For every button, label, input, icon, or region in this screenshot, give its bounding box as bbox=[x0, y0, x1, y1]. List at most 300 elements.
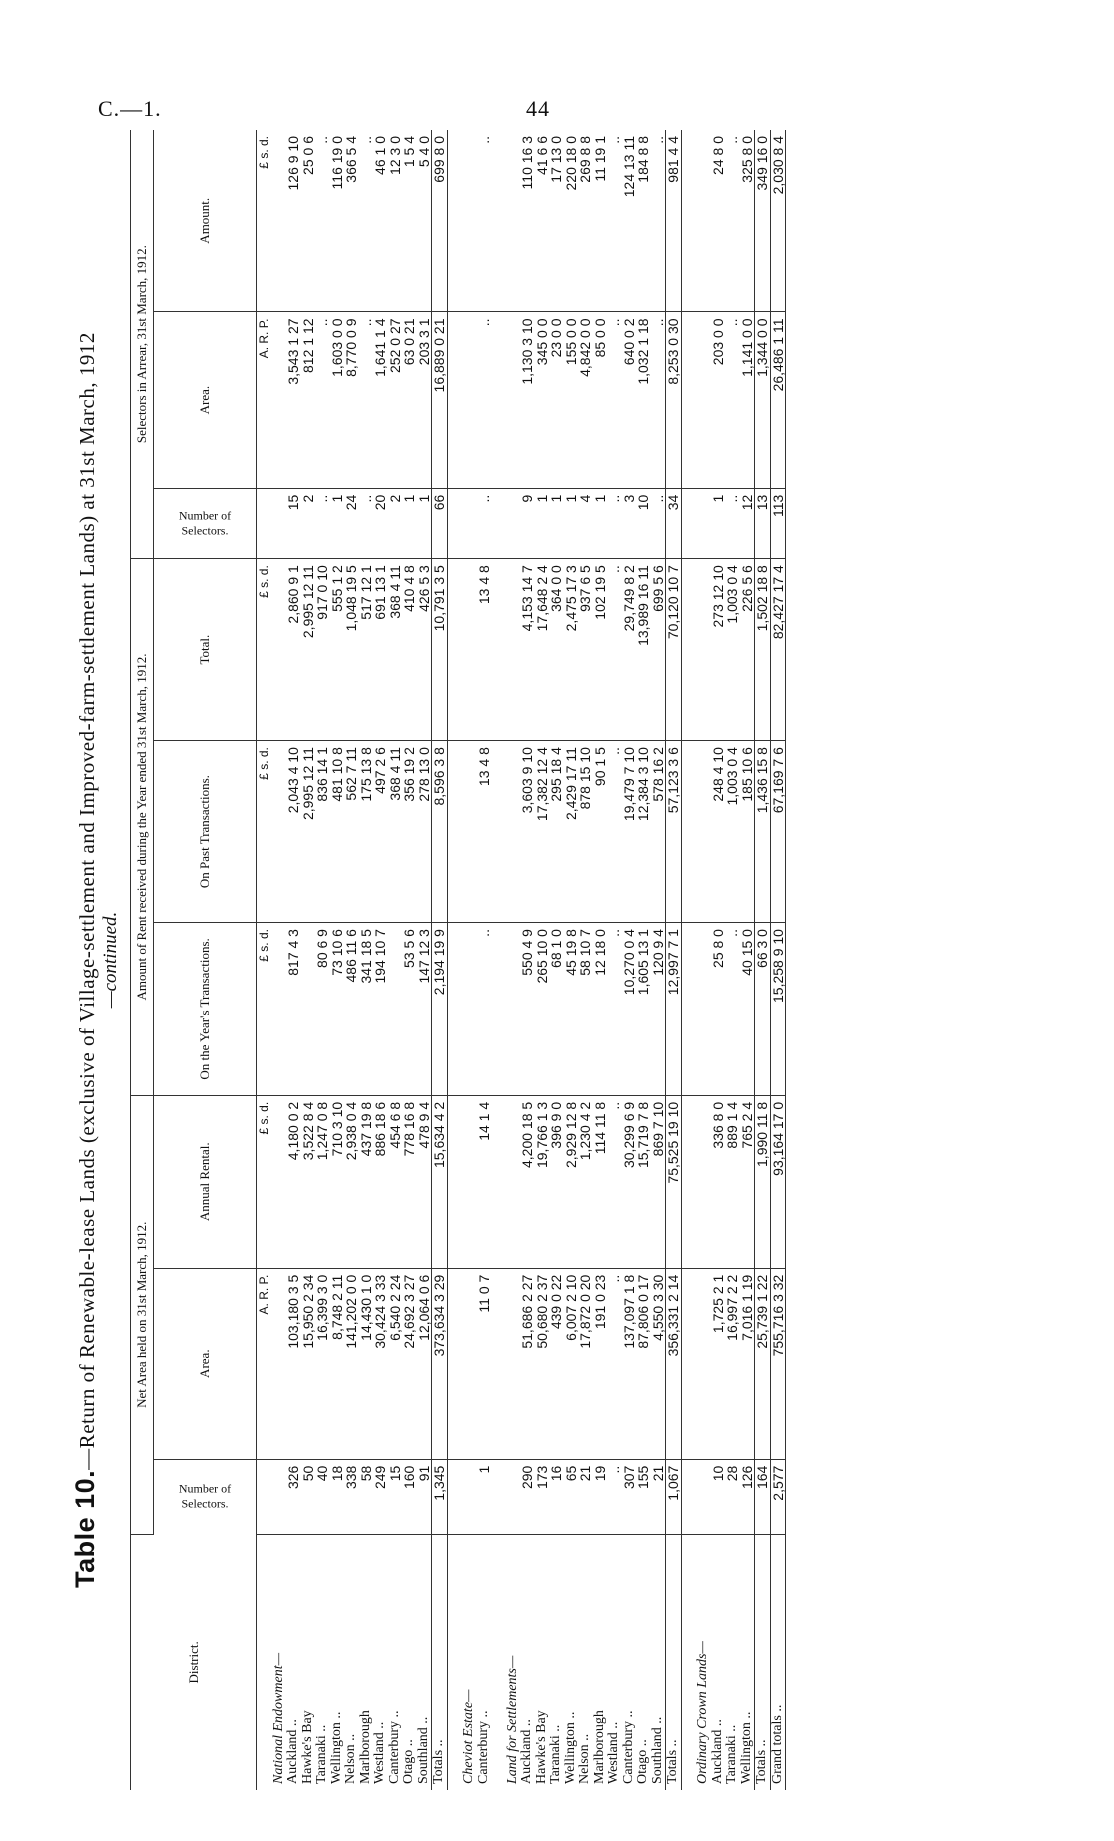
value-cell: 34 bbox=[666, 488, 682, 558]
value-cell: 103,180 3 5 bbox=[286, 1268, 301, 1459]
value-cell: 65 bbox=[564, 1459, 579, 1534]
value-cell: 699 8 0 bbox=[432, 130, 448, 312]
table-row bbox=[315, 130, 330, 1790]
spacer-row bbox=[447, 130, 462, 1790]
value-cell: 368 4 11 bbox=[388, 741, 403, 923]
value-cell: .. bbox=[607, 488, 622, 558]
district-cell: Hawke's Bay bbox=[533, 1710, 549, 1784]
spacer-cell bbox=[491, 741, 506, 923]
value-cell bbox=[506, 1459, 521, 1534]
value-cell: 87,806 0 17 bbox=[636, 1268, 651, 1459]
value-cell: 21 bbox=[651, 1459, 666, 1534]
value-cell: 6,007 2 10 bbox=[564, 1268, 579, 1459]
value-cell: 2,860 9 1 bbox=[286, 559, 301, 741]
district-cell: Taranaki .. bbox=[314, 1724, 329, 1784]
district-cell: Otago .. bbox=[401, 1739, 416, 1784]
value-cell: 155 0 0 bbox=[564, 312, 579, 488]
value-cell: 40 bbox=[315, 1459, 330, 1534]
value-cell: 29,749 8 2 bbox=[622, 559, 637, 741]
district-cell: Taranaki .. bbox=[724, 1724, 739, 1784]
value-cell: 15,950 2 34 bbox=[301, 1268, 316, 1459]
value-cell: 937 6 5 bbox=[578, 559, 593, 741]
value-cell bbox=[272, 1459, 287, 1534]
value-cell bbox=[696, 130, 711, 312]
spacer-cell bbox=[491, 1268, 506, 1459]
value-cell: 1,032 1 18 bbox=[636, 312, 651, 488]
value-cell: 9 bbox=[520, 488, 535, 558]
value-cell: 1,603 0 0 bbox=[330, 312, 345, 488]
value-cell: .. bbox=[607, 1095, 622, 1268]
value-cell: 1,641 1 4 bbox=[373, 312, 388, 488]
value-cell: .. bbox=[477, 923, 492, 1096]
value-cell: 93,164 17 0 bbox=[770, 1095, 786, 1268]
value-cell: .. bbox=[477, 130, 492, 312]
value-cell: 2,429 17 11 bbox=[564, 741, 579, 923]
value-cell: 290 bbox=[520, 1459, 535, 1534]
value-cell: 82,427 17 4 bbox=[770, 559, 786, 741]
value-cell: 53 5 6 bbox=[402, 923, 417, 1096]
value-cell: 366 5 4 bbox=[344, 130, 359, 312]
district-cell: Canterbury .. bbox=[620, 1710, 636, 1784]
value-cell bbox=[696, 1268, 711, 1459]
value-cell: .. bbox=[651, 488, 666, 558]
value-cell: 41 6 6 bbox=[535, 130, 550, 312]
spacer-cell bbox=[491, 1534, 506, 1790]
value-cell: 147 12 3 bbox=[417, 923, 432, 1096]
totals-row bbox=[666, 130, 682, 1790]
value-cell bbox=[696, 1459, 711, 1534]
district-cell: Otago .. bbox=[635, 1739, 650, 1784]
value-cell: 19,766 1 3 bbox=[535, 1095, 550, 1268]
value-cell: 1 bbox=[711, 488, 726, 558]
value-cell: 21 bbox=[578, 1459, 593, 1534]
value-cell: 886 18 6 bbox=[373, 1095, 388, 1268]
table-row bbox=[651, 130, 666, 1790]
header-arrear-number-of-selectors-label: Number of Selectors. bbox=[178, 508, 232, 538]
table-row bbox=[402, 130, 417, 1790]
value-cell bbox=[462, 312, 477, 488]
value-cell: 110 16 3 bbox=[520, 130, 535, 312]
section-header-row bbox=[696, 130, 711, 1790]
value-cell: 295 18 4 bbox=[549, 741, 564, 923]
grand-totals-row bbox=[770, 130, 786, 1790]
value-cell: 3,543 1 27 bbox=[286, 312, 301, 488]
value-cell: 364 0 0 bbox=[549, 559, 564, 741]
value-cell: 164 bbox=[755, 1459, 771, 1534]
value-cell: 11 19 1 bbox=[593, 130, 608, 312]
value-cell: 12,064 0 6 bbox=[417, 1268, 432, 1459]
value-cell: 517 12 1 bbox=[359, 559, 374, 741]
spacer-cell bbox=[447, 488, 462, 558]
district-cell: Ordinary Crown Lands— bbox=[695, 1641, 710, 1784]
value-cell: 40 15 0 bbox=[740, 923, 755, 1096]
value-cell: 1,130 3 10 bbox=[520, 312, 535, 488]
value-cell: 173 bbox=[535, 1459, 550, 1534]
value-cell: 126 bbox=[740, 1459, 755, 1534]
value-cell: 889 1 4 bbox=[725, 1095, 740, 1268]
district-cell: Canterbury .. bbox=[386, 1710, 402, 1784]
value-cell: 1,048 19 5 bbox=[344, 559, 359, 741]
spacer-cell bbox=[447, 1095, 462, 1268]
value-cell: 368 4 11 bbox=[388, 559, 403, 741]
value-cell: 578 16 2 bbox=[651, 741, 666, 923]
value-cell: 67,169 7 6 bbox=[770, 741, 786, 923]
table-title bbox=[70, 130, 101, 1790]
value-cell: 28 bbox=[725, 1459, 740, 1534]
table-row bbox=[636, 130, 651, 1790]
value-cell: 10,791 3 5 bbox=[432, 559, 448, 741]
value-cell: 8,770 0 9 bbox=[344, 312, 359, 488]
value-cell bbox=[272, 130, 287, 312]
value-cell bbox=[696, 741, 711, 923]
value-cell: 248 4 10 bbox=[711, 741, 726, 923]
value-cell bbox=[506, 559, 521, 741]
header-arrear-group: Selectors in Arrear, 31st March, 1912. bbox=[131, 130, 154, 559]
section-header-row bbox=[462, 130, 477, 1790]
value-cell bbox=[272, 1095, 287, 1268]
value-cell: 878 15 10 bbox=[578, 741, 593, 923]
value-cell: 4,842 0 0 bbox=[578, 312, 593, 488]
value-cell: 8,748 2 11 bbox=[330, 1268, 345, 1459]
value-cell: 812 1 12 bbox=[301, 312, 316, 488]
value-cell: 269 8 8 bbox=[578, 130, 593, 312]
value-cell: 20 bbox=[373, 488, 388, 558]
value-cell: .. bbox=[607, 130, 622, 312]
value-cell: 981 4 4 bbox=[666, 130, 682, 312]
value-cell bbox=[506, 488, 521, 558]
value-cell: 356 19 2 bbox=[402, 741, 417, 923]
rotated-table-sheet bbox=[70, 130, 1070, 1790]
table-body bbox=[257, 130, 786, 1790]
spacer-cell bbox=[447, 1534, 462, 1790]
value-cell: .. bbox=[315, 130, 330, 312]
district-cell: Cheviot Estate— bbox=[461, 1689, 476, 1784]
value-cell: .. bbox=[607, 1268, 622, 1459]
value-cell: .. bbox=[315, 312, 330, 488]
spacer-cell bbox=[447, 312, 462, 488]
value-cell: 2,577 bbox=[770, 1459, 786, 1534]
value-cell: 75,525 19 10 bbox=[666, 1095, 682, 1268]
value-cell: 66 3 0 bbox=[755, 923, 771, 1096]
value-cell: .. bbox=[651, 130, 666, 312]
value-cell bbox=[462, 559, 477, 741]
spacer-cell bbox=[447, 559, 462, 741]
value-cell: 126 9 10 bbox=[286, 130, 301, 312]
value-cell: 336 8 0 bbox=[711, 1095, 726, 1268]
value-cell: 1 5 4 bbox=[402, 130, 417, 312]
value-cell bbox=[272, 1268, 287, 1459]
value-cell: 175 13 8 bbox=[359, 741, 374, 923]
header-arrear-number-of-selectors bbox=[154, 488, 257, 558]
value-cell: 345 0 0 bbox=[535, 312, 550, 488]
value-cell: 16,997 2 2 bbox=[725, 1268, 740, 1459]
value-cell: .. bbox=[725, 923, 740, 1096]
value-cell: 325 8 0 bbox=[740, 130, 755, 312]
district-cell: Auckland .. bbox=[285, 1719, 300, 1784]
value-cell: 710 3 10 bbox=[330, 1095, 345, 1268]
value-cell: 410 4 8 bbox=[402, 559, 417, 741]
value-cell: 15,634 4 2 bbox=[432, 1095, 448, 1268]
value-cell: 13,989 16 11 bbox=[636, 559, 651, 741]
value-cell: 7,016 1 19 bbox=[740, 1268, 755, 1459]
value-cell: 1 bbox=[564, 488, 579, 558]
value-cell: 24,692 3 27 bbox=[402, 1268, 417, 1459]
value-cell: 12 18 0 bbox=[593, 923, 608, 1096]
value-cell bbox=[462, 923, 477, 1096]
value-cell: 70,120 10 7 bbox=[666, 559, 682, 741]
value-cell: 14,430 1 0 bbox=[359, 1268, 374, 1459]
value-cell: 13 4 8 bbox=[477, 559, 492, 741]
value-cell: .. bbox=[607, 559, 622, 741]
value-cell: 155 bbox=[636, 1459, 651, 1534]
value-cell: 1 bbox=[330, 488, 345, 558]
district-cell: National Endowment— bbox=[270, 1652, 286, 1784]
value-cell: 120 9 4 bbox=[651, 923, 666, 1096]
value-cell: 23 0 0 bbox=[549, 312, 564, 488]
value-cell: 836 14 1 bbox=[315, 741, 330, 923]
value-cell: 16,399 3 0 bbox=[315, 1268, 330, 1459]
spacer-cell bbox=[491, 559, 506, 741]
section-header-row bbox=[272, 130, 287, 1790]
value-cell: 114 11 8 bbox=[593, 1095, 608, 1268]
value-cell: .. bbox=[725, 488, 740, 558]
spacer-cell bbox=[681, 130, 696, 312]
value-cell: 307 bbox=[622, 1459, 637, 1534]
spacer-cell bbox=[491, 1095, 506, 1268]
value-cell bbox=[462, 741, 477, 923]
value-cell: 1 bbox=[535, 488, 550, 558]
table-row bbox=[711, 130, 726, 1790]
page-number: 44 bbox=[526, 96, 550, 121]
district-cell: Canterbury .. bbox=[475, 1710, 491, 1784]
value-cell bbox=[506, 312, 521, 488]
district-cell: Nelson .. bbox=[577, 1733, 592, 1784]
value-cell: 1,345 bbox=[432, 1459, 448, 1534]
value-cell: 426 5 3 bbox=[417, 559, 432, 741]
value-cell: 25 0 6 bbox=[301, 130, 316, 312]
value-cell: 57,123 3 6 bbox=[666, 741, 682, 923]
value-cell: 2,938 0 4 bbox=[344, 1095, 359, 1268]
value-cell: 19 bbox=[593, 1459, 608, 1534]
value-cell: 1,990 11 8 bbox=[755, 1095, 771, 1268]
unit-cell: £ s. d. bbox=[257, 923, 272, 1096]
value-cell: 13 4 8 bbox=[477, 741, 492, 923]
value-cell: 24 8 0 bbox=[711, 130, 726, 312]
district-cell: Nelson .. bbox=[343, 1733, 358, 1784]
value-cell: 12 bbox=[740, 488, 755, 558]
value-cell bbox=[462, 130, 477, 312]
spacer-cell bbox=[681, 1459, 696, 1534]
value-cell: .. bbox=[607, 923, 622, 1096]
district-cell: Totals .. bbox=[755, 1534, 771, 1790]
spacer-cell bbox=[681, 312, 696, 488]
value-cell: .. bbox=[359, 312, 374, 488]
table-row bbox=[388, 130, 403, 1790]
value-cell bbox=[506, 1095, 521, 1268]
value-cell: 58 bbox=[359, 1459, 374, 1534]
table-row bbox=[301, 130, 316, 1790]
district-cell: Totals .. bbox=[432, 1534, 448, 1790]
value-cell: 3,603 9 10 bbox=[520, 741, 535, 923]
value-cell: 4,200 18 5 bbox=[520, 1095, 535, 1268]
header-area: Area. bbox=[154, 1268, 257, 1459]
spacer-cell bbox=[447, 1459, 462, 1534]
table-row bbox=[359, 130, 374, 1790]
value-cell bbox=[462, 1459, 477, 1534]
district-cell: Totals .. bbox=[666, 1534, 682, 1790]
value-cell: 12,997 7 1 bbox=[666, 923, 682, 1096]
value-cell: 1 bbox=[549, 488, 564, 558]
value-cell bbox=[272, 312, 287, 488]
value-cell: 8,253 0 30 bbox=[666, 312, 682, 488]
spacer-cell bbox=[447, 130, 462, 312]
value-cell bbox=[388, 923, 403, 1096]
unit-cell: £ s. d. bbox=[257, 559, 272, 741]
value-cell: 699 5 6 bbox=[651, 559, 666, 741]
value-cell: 562 7 11 bbox=[344, 741, 359, 923]
value-cell: 1,344 0 0 bbox=[755, 312, 771, 488]
value-cell: 14 1 4 bbox=[477, 1095, 492, 1268]
value-cell: 8,596 3 8 bbox=[432, 741, 448, 923]
table-row bbox=[622, 130, 637, 1790]
value-cell: 373,634 3 29 bbox=[432, 1268, 448, 1459]
value-cell: 1 bbox=[593, 488, 608, 558]
header-arrear-area: Area. bbox=[154, 312, 257, 488]
value-cell: 555 1 2 bbox=[330, 559, 345, 741]
value-cell: 45 19 8 bbox=[564, 923, 579, 1096]
value-cell: 102 19 5 bbox=[593, 559, 608, 741]
value-cell: .. bbox=[607, 741, 622, 923]
value-cell: 137,097 1 8 bbox=[622, 1268, 637, 1459]
value-cell bbox=[696, 488, 711, 558]
district-cell: Auckland .. bbox=[709, 1719, 725, 1784]
value-cell: 2,043 4 10 bbox=[286, 741, 301, 923]
value-cell: 1,067 bbox=[666, 1459, 682, 1534]
table-row bbox=[549, 130, 564, 1790]
district-cell: Auckland .. bbox=[519, 1719, 534, 1784]
value-cell: 326 bbox=[286, 1459, 301, 1534]
value-cell: 10 bbox=[636, 488, 651, 558]
value-cell: 1,247 0 8 bbox=[315, 1095, 330, 1268]
table-row bbox=[535, 130, 550, 1790]
spacer-cell bbox=[681, 923, 696, 1096]
value-cell: .. bbox=[725, 130, 740, 312]
value-cell: 10 bbox=[711, 1459, 726, 1534]
district-cell: Marlborough bbox=[357, 1710, 373, 1784]
value-cell: 1,230 4 2 bbox=[578, 1095, 593, 1268]
table-row bbox=[593, 130, 608, 1790]
spacer-row bbox=[491, 130, 506, 1790]
district-cell: Wellington .. bbox=[328, 1711, 344, 1784]
value-cell: 481 10 8 bbox=[330, 741, 345, 923]
value-cell: 17,648 2 4 bbox=[535, 559, 550, 741]
value-cell: 1,003 0 4 bbox=[725, 741, 740, 923]
value-cell: 2 bbox=[388, 488, 403, 558]
table-row bbox=[330, 130, 345, 1790]
value-cell: 66 bbox=[432, 488, 448, 558]
value-cell: 80 6 9 bbox=[315, 923, 330, 1096]
value-cell: 50 bbox=[301, 1459, 316, 1534]
district-cell: Land for Settlements— bbox=[504, 1655, 520, 1784]
value-cell: 11 0 7 bbox=[477, 1268, 492, 1459]
value-cell: 4 bbox=[578, 488, 593, 558]
spacer-cell bbox=[681, 1268, 696, 1459]
value-cell: 46 1 0 bbox=[373, 130, 388, 312]
value-cell bbox=[462, 1095, 477, 1268]
value-cell: 338 bbox=[344, 1459, 359, 1534]
district-cell: Hawke's Bay bbox=[299, 1710, 315, 1784]
unit-cell: £ s. d. bbox=[257, 130, 272, 312]
unit-cell: A. R. P. bbox=[257, 312, 272, 488]
value-cell: .. bbox=[359, 130, 374, 312]
value-cell: 91 bbox=[417, 1459, 432, 1534]
value-cell: 194 10 7 bbox=[373, 923, 388, 1096]
unit-cell bbox=[257, 1534, 272, 1790]
value-cell: 2,194 19 9 bbox=[432, 923, 448, 1096]
value-cell: 116 19 0 bbox=[330, 130, 345, 312]
value-cell: 220 18 0 bbox=[564, 130, 579, 312]
value-cell: .. bbox=[607, 1459, 622, 1534]
value-cell: 497 2 6 bbox=[373, 741, 388, 923]
value-cell: 25,739 1 22 bbox=[755, 1268, 771, 1459]
header-past-transactions: On Past Transactions. bbox=[154, 741, 257, 923]
value-cell: 356,331 2 14 bbox=[666, 1268, 682, 1459]
value-cell: 437 19 8 bbox=[359, 1095, 374, 1268]
value-cell: 550 4 9 bbox=[520, 923, 535, 1096]
table-row bbox=[520, 130, 535, 1790]
value-cell: 12 3 0 bbox=[388, 130, 403, 312]
value-cell bbox=[462, 1268, 477, 1459]
value-cell: 30,299 6 9 bbox=[622, 1095, 637, 1268]
value-cell bbox=[272, 559, 287, 741]
value-cell: 396 9 0 bbox=[549, 1095, 564, 1268]
value-cell: .. bbox=[725, 312, 740, 488]
value-cell: 203 0 0 bbox=[711, 312, 726, 488]
value-cell: .. bbox=[477, 312, 492, 488]
value-cell: 58 10 7 bbox=[578, 923, 593, 1096]
value-cell: 17,872 0 20 bbox=[578, 1268, 593, 1459]
value-cell bbox=[506, 130, 521, 312]
district-cell: Grand totals .. bbox=[770, 1534, 786, 1790]
value-cell: 273 12 10 bbox=[711, 559, 726, 741]
spacer-cell bbox=[491, 312, 506, 488]
header-net-area-group: Net Area held on 31st March, 1912. bbox=[131, 1095, 154, 1534]
value-cell: 3 bbox=[622, 488, 637, 558]
value-cell: 10,270 0 4 bbox=[622, 923, 637, 1096]
table-row bbox=[344, 130, 359, 1790]
table-row bbox=[477, 130, 492, 1790]
value-cell: 917 0 10 bbox=[315, 559, 330, 741]
district-cell: Westland .. bbox=[372, 1721, 387, 1784]
value-cell: 755,716 3 32 bbox=[770, 1268, 786, 1459]
unit-cell: £ s. d. bbox=[257, 1095, 272, 1268]
value-cell: 341 18 5 bbox=[359, 923, 374, 1096]
district-cell: Taranaki .. bbox=[548, 1724, 563, 1784]
value-cell: 5 4 0 bbox=[417, 130, 432, 312]
value-cell: 1,003 0 4 bbox=[725, 559, 740, 741]
value-cell: .. bbox=[359, 488, 374, 558]
value-cell: 1 bbox=[477, 1459, 492, 1534]
value-cell bbox=[272, 923, 287, 1096]
value-cell: 73 10 6 bbox=[330, 923, 345, 1096]
renewable-lease-table bbox=[130, 130, 786, 1790]
spacer-cell bbox=[491, 1459, 506, 1534]
value-cell bbox=[272, 488, 287, 558]
district-cell: Southland .. bbox=[649, 1716, 665, 1784]
value-cell: 226 5 6 bbox=[740, 559, 755, 741]
value-cell: 13 bbox=[755, 488, 771, 558]
value-cell bbox=[462, 488, 477, 558]
